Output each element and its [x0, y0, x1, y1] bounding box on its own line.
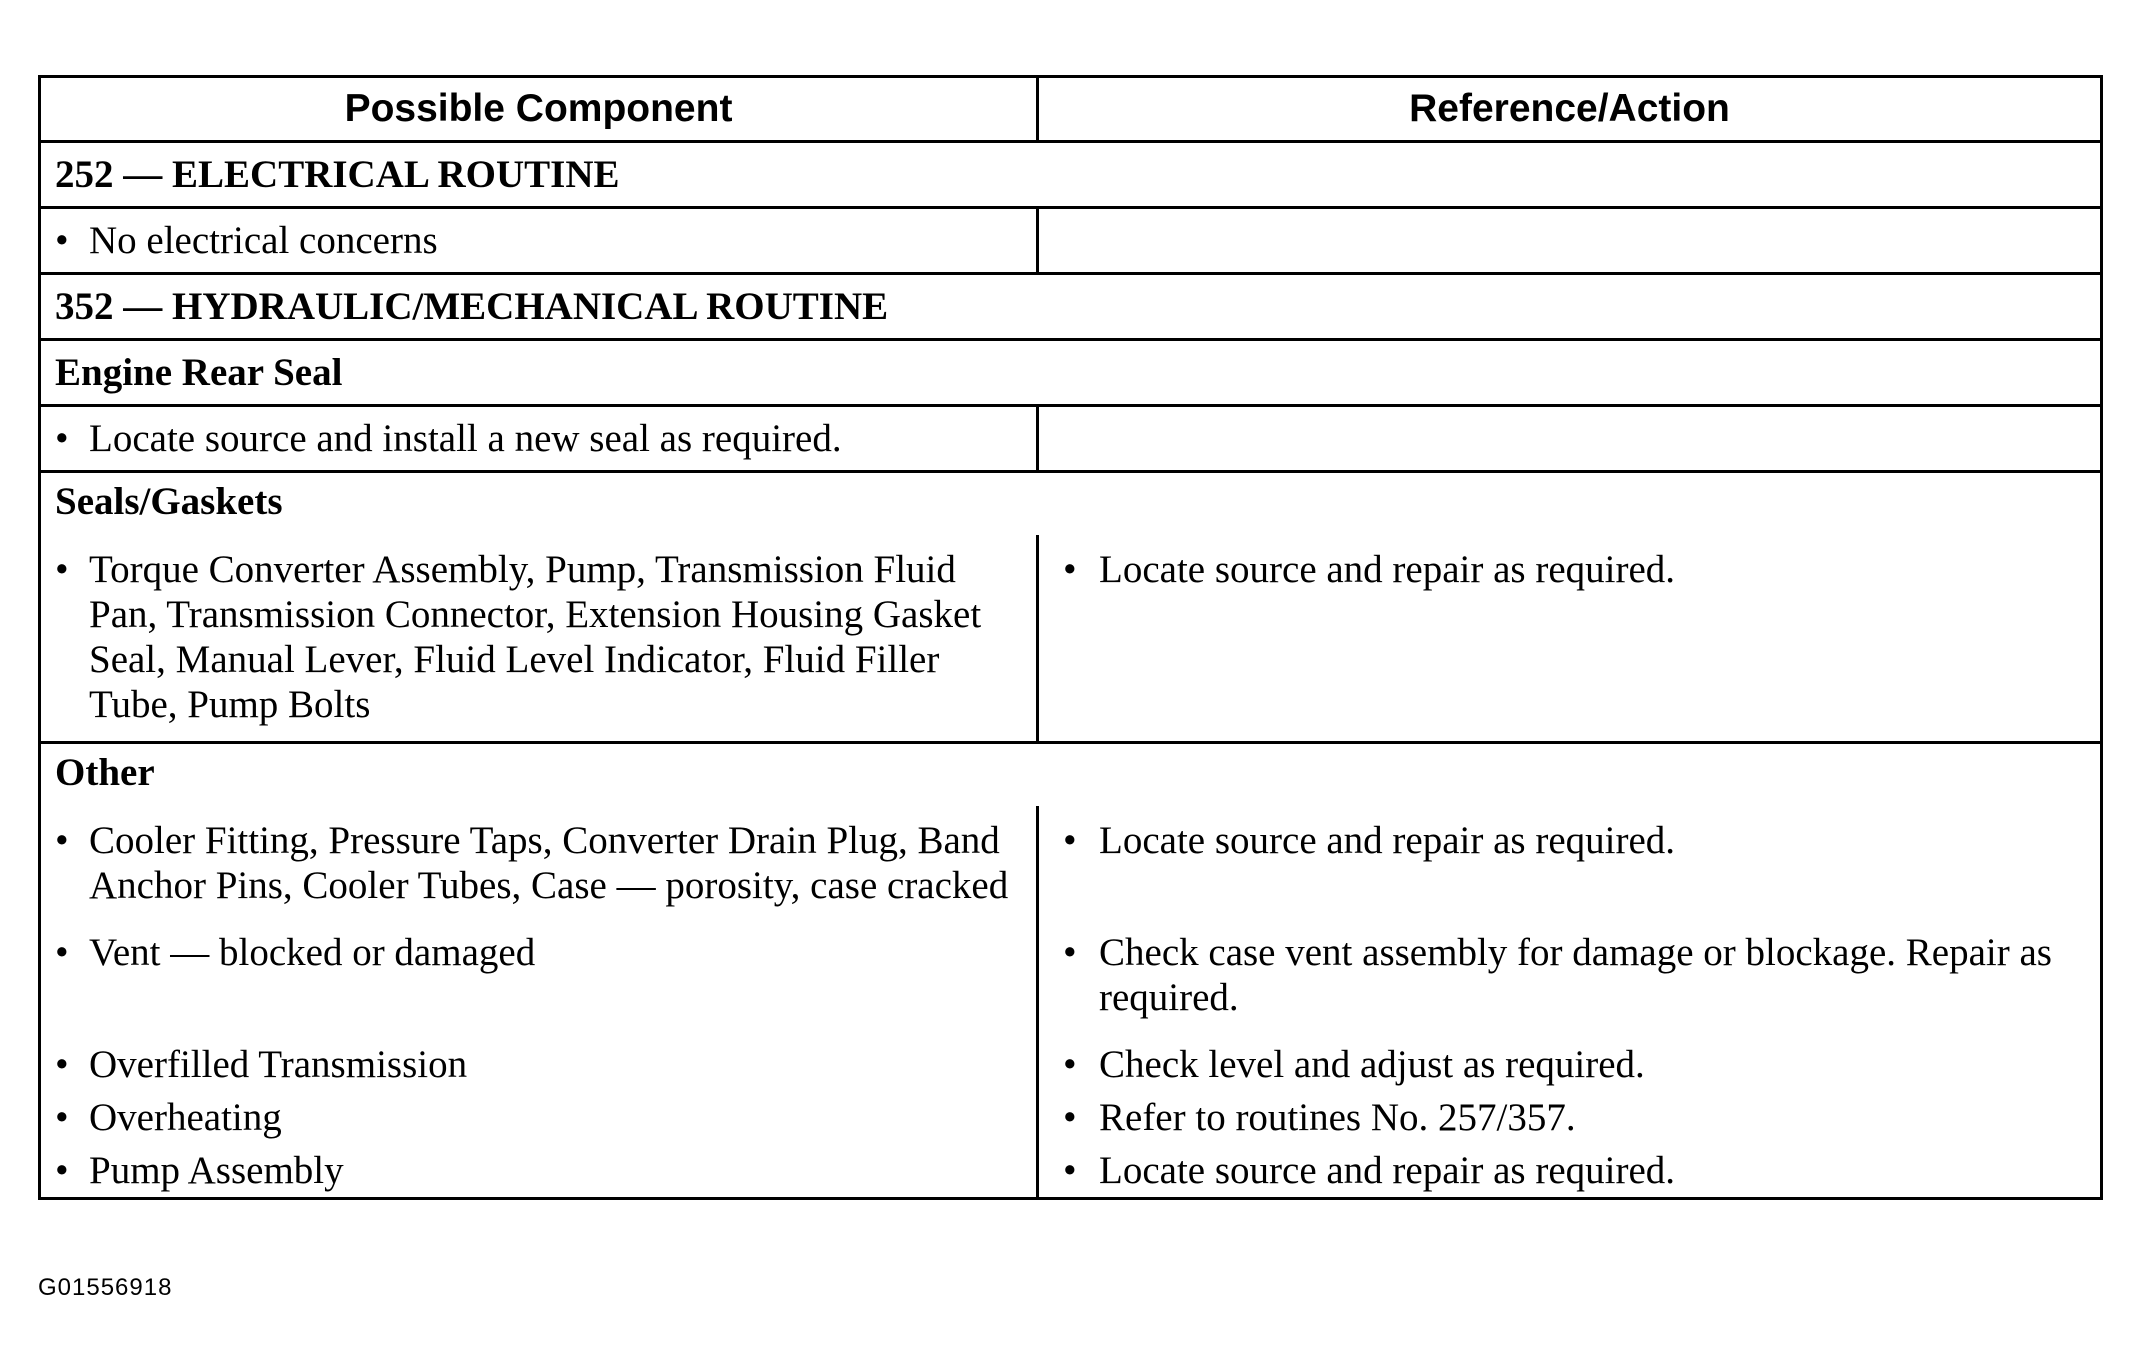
section-352-title-row — [40, 274, 2102, 340]
component-cell — [40, 1087, 1038, 1140]
table-row — [40, 535, 2102, 743]
component-cell — [40, 922, 1038, 1034]
component-text: • Torque Converter Assembly, Pump, Transmission Fluid Pan, Transmission Connector, Extension Housing Gasket Seal, Manual Lever, Fluid Level Indicator, Fluid Filler Tube, Pump Bolts — [41, 547, 1036, 727]
action-text: • Refer to routines No. 257/357. — [1039, 1095, 2100, 1140]
action-cell — [1038, 1087, 2102, 1140]
section-252-title-row — [40, 142, 2102, 208]
group-title-row — [40, 340, 2102, 406]
action-cell — [1038, 922, 2102, 1034]
action-cell — [1038, 535, 2102, 743]
figure-id: G01556918 — [38, 1274, 173, 1301]
component-cell — [40, 406, 1038, 472]
action-text: • Locate source and repair as required. — [1039, 547, 2100, 592]
component-text: • Vent — blocked or damaged — [41, 930, 1036, 975]
action-cell — [1038, 806, 2102, 922]
action-text: • Check level and adjust as required. — [1039, 1042, 2100, 1087]
table-row — [40, 922, 2102, 1034]
group-title-row — [40, 472, 2102, 536]
group-title-other: Other — [40, 743, 2102, 807]
action-cell — [1038, 208, 2102, 274]
component-text: • Pump Assembly — [41, 1148, 1036, 1193]
action-cell — [1038, 1034, 2102, 1087]
component-text: • No electrical concerns — [41, 218, 1036, 263]
action-text: • Locate source and repair as required. — [1039, 818, 2100, 863]
section-title: 352 — HYDRAULIC/MECHANICAL ROUTINE — [40, 274, 2102, 340]
component-cell — [40, 806, 1038, 922]
table-row — [40, 806, 2102, 922]
action-text: • Check case vent assembly for damage or blockage. Repair as required. — [1039, 930, 2100, 1020]
diagnostic-table — [38, 75, 2103, 1200]
component-cell — [40, 535, 1038, 743]
component-cell — [40, 1034, 1038, 1087]
table-row — [40, 1034, 2102, 1087]
action-cell — [1038, 406, 2102, 472]
table-header-row — [40, 77, 2102, 142]
table-row — [40, 1087, 2102, 1140]
component-text: • Overfilled Transmission — [41, 1042, 1036, 1087]
action-text: • Locate source and repair as required. — [1039, 1148, 2100, 1193]
component-cell — [40, 208, 1038, 274]
header-reference-action: Reference/Action — [1038, 77, 2102, 142]
table-row — [40, 406, 2102, 472]
component-text: • Cooler Fitting, Pressure Taps, Converter Drain Plug, Band Anchor Pins, Cooler Tubes, Case — porosity, case cracked — [41, 818, 1036, 908]
group-title-row — [40, 743, 2102, 807]
action-cell — [1038, 1140, 2102, 1199]
header-possible-component: Possible Component — [40, 77, 1038, 142]
component-cell — [40, 1140, 1038, 1199]
section-title: 252 — ELECTRICAL ROUTINE — [40, 142, 2102, 208]
group-title-seals-gaskets: Seals/Gaskets — [40, 472, 2102, 536]
table-row — [40, 1140, 2102, 1199]
table-row — [40, 208, 2102, 274]
group-title-engine-rear-seal: Engine Rear Seal — [40, 340, 2102, 406]
component-text: • Locate source and install a new seal as required. — [41, 416, 1036, 461]
component-text: • Overheating — [41, 1095, 1036, 1140]
